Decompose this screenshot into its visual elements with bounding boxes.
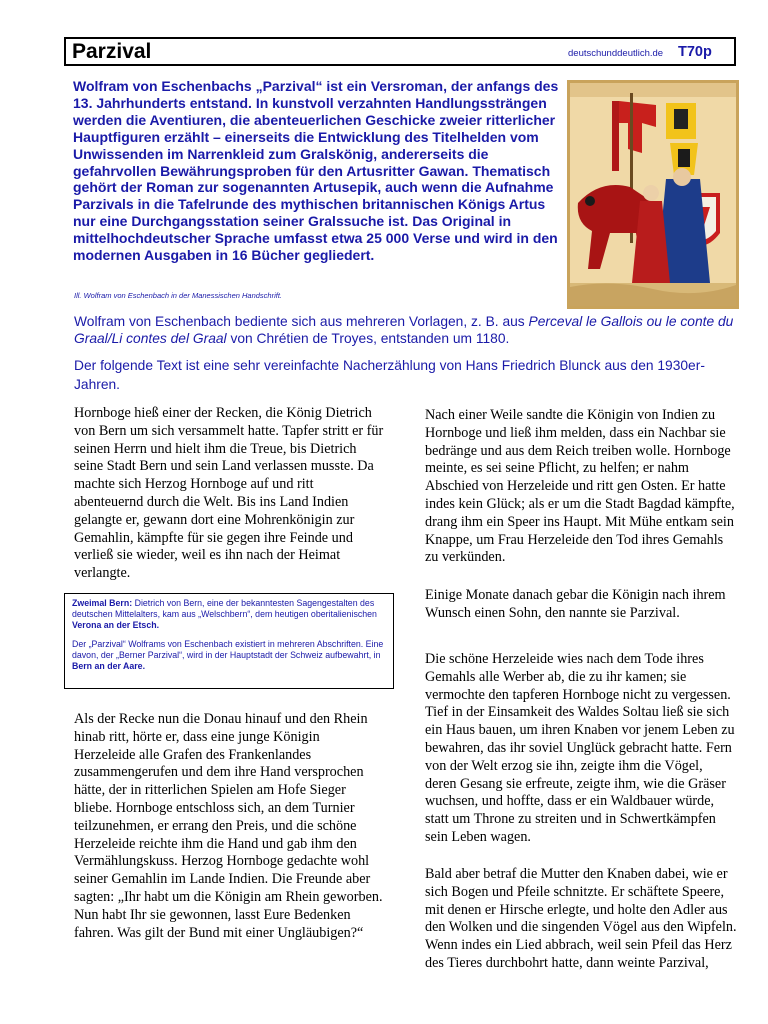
left-paragraph-1: Hornboge hieß einer der Recken, die König Dietrich von Bern um sich versammelt hatte. Tapfer stritt er für seinen Herrn und hielt ihm die Treue, bis Dietrich seine Stadt Bern und sein Land verlassen musste. Da machte sich Herzog Hornboge auf und ritt abenteuernd durch die Welt. Bis ins Land Indien gelangte er, gewann dort eine Mohrenkönigin zur Gemahlin, kämpfte für sie gegen ihre Feinde und verließ sie wieder, weil es ihn nach der Heimat verlangte. xyxy=(74,405,384,582)
right-paragraph-4: Bald aber betraf die Mutter den Knaben dabei, wie er sich Bogen und Pfeile schnitzte. Er schäftete Speere, mit denen er Hirsche erlegte, und holte den Adler aus den Wolken und die singenden Vögel aus den Wipfeln. Wenn indes ein Lied abbrach, weil sein Pfeil das Herz des Tieres durchbohrt hatte, dann weinte Parzival, xyxy=(425,866,737,971)
page-title: Parzival xyxy=(72,40,152,63)
info-box-heading: Zweimal Bern: xyxy=(72,598,133,608)
sources-title: Perceval le Gallois ou le conte du Graal/Li contes del Graal xyxy=(74,314,734,346)
sources-text-2: von Chrétien de Troyes, entstanden um 1180. xyxy=(226,331,510,346)
site-name: deutschunddeutlich.de xyxy=(568,48,664,59)
info-box-text-1: Dietrich von Bern, eine der bekanntesten Sagengestalten des deutschen Mittelalters, kam aus „Welschbern“, dem heutigen oberitalienischen xyxy=(72,598,377,620)
sources-text-1: Wolfram von Eschenbach bediente sich aus mehreren Vorlagen, z. B. aus xyxy=(74,314,529,329)
right-paragraph-2: Einige Monate danach gebar die Königin nach ihrem Wunsch einen Sohn, den nannte sie Parzival. xyxy=(425,587,726,621)
info-box-paragraph-1 xyxy=(72,598,386,632)
info-box-verona: Verona an der Etsch. xyxy=(72,620,160,631)
sources-paragraph xyxy=(74,313,734,347)
right-paragraph-3: Die schöne Herzeleide wies nach dem Tode ihres Gemahls alle Werber ab, die zu ihr kamen; sie vermochte den tapferen Hornboge nicht zu vergessen. Tief in der Einsamkeit des Waldes Soltau ließ sie sich ein Haus bauen, um ihren Knaben vor jenem Leben zu bewahren, das ihr soviel Unglück gebracht hatte. Fern von der Welt erzog sie ihn, zeigte ihm die Vögel, deren Gesang sie erfreute, zeigte ihm, wie die Gräser wuchsen, und hoffte, dass er ein Waldbauer würde, statt um Throne zu streiten und in Schwertkämpfen sein Leben wagen. xyxy=(425,651,735,845)
info-box-bern: Bern an der Aare. xyxy=(72,661,146,672)
header-box xyxy=(64,37,736,66)
worksheet-code: T70p xyxy=(678,44,712,60)
right-paragraph-1: Nach einer Weile sandte die Königin von Indien zu Hornboge und ließ ihm melden, dass ein Nachbar sie bedränge und aus dem Reich treiben wolle. Hornboge meinte, es sei seine Pflicht, zu helfen; er nahm Abschied von Herzeleide und ritt gen Osten. Er hatte indes kein Glück; als er um die Stadt Bagdad kämpfte, drang ihm ein Speer ins Haupt. Mit Mühe entkam sein Knappe, um Frau Herzeleide den Tod ihres Gemahls zu verkünden. xyxy=(425,407,735,566)
image-caption: Ill. Wolfram von Eschenbach in der Manessischen Handschrift. xyxy=(74,291,283,300)
info-box-paragraph-2 xyxy=(72,639,386,673)
intro-paragraph: Wolfram von Eschenbachs „Parzival“ ist ein Versroman, der anfangs des 13. Jahrhunderts entstand. In kunstvoll verzahnten Handlungssträngen werden die Aventiuren, die abenteuerlichen Geschicke zweier ritterlicher Hauptfiguren erzählt – einerseits die Entwicklung des Titelhelden vom Unwissenden im Narrenkleid zum Gralskönig, andererseits die gefahrvollen Bewährungsproben für den Artusritter Gawan. Thematisch gehört der Roman zur sogenannten Artusepik, auch wenn die Aufnahme Parzivals in die Tafelrunde des mythischen britannischen Königs Artus nur eine Durchgangsstation seiner Gralssuche ist. Das Original in mittelhochdeutscher Sprache umfasst etwa 25 000 Verse und wird in den modernen Ausgaben in 16 Bücher gegliedert. xyxy=(73,78,559,264)
left-paragraph-2: Als der Recke nun die Donau hinauf und den Rhein hinab ritt, hörte er, dass eine junge Königin Herzeleide alle Grafen des Frankenlandes zusammengerufen und dem ihre Hand versprochen hätte, der in ritterlichen Spielen am Hofe Sieger bliebe. Hornboge entschloss sich, an dem Turnier teilzunehmen, er errang den Preis, und die schöne Herzeleide reichte ihm die Hand und gab ihm den Vermählungskuss. Herzog Hornboge gedachte wohl seiner Gemahlin im Lande Indien. Die Freunde aber sagten: „Ihr habt um die Königin am Rhein geworben. Nun habt Ihr sie gewonnen, lasst Eure Bedenken fahren. Was gilt der Bund mit einer Ungläubigen?“ xyxy=(74,711,383,941)
retelling-note: Der folgende Text ist eine sehr vereinfachte Nacherzählung von Hans Friedrich Blunck aus den 1930er-Jahren. xyxy=(74,358,705,392)
manesse-miniature-knights-image xyxy=(567,80,739,309)
info-box-text-2: Der „Parzival“ Wolframs von Eschenbach existiert in mehreren Abschriften. Eine davon, der „Berner Parzival“, wird in der Hauptstadt der Schweiz aufbewahrt, in xyxy=(72,638,384,660)
info-box-zweimal-bern xyxy=(64,593,394,689)
